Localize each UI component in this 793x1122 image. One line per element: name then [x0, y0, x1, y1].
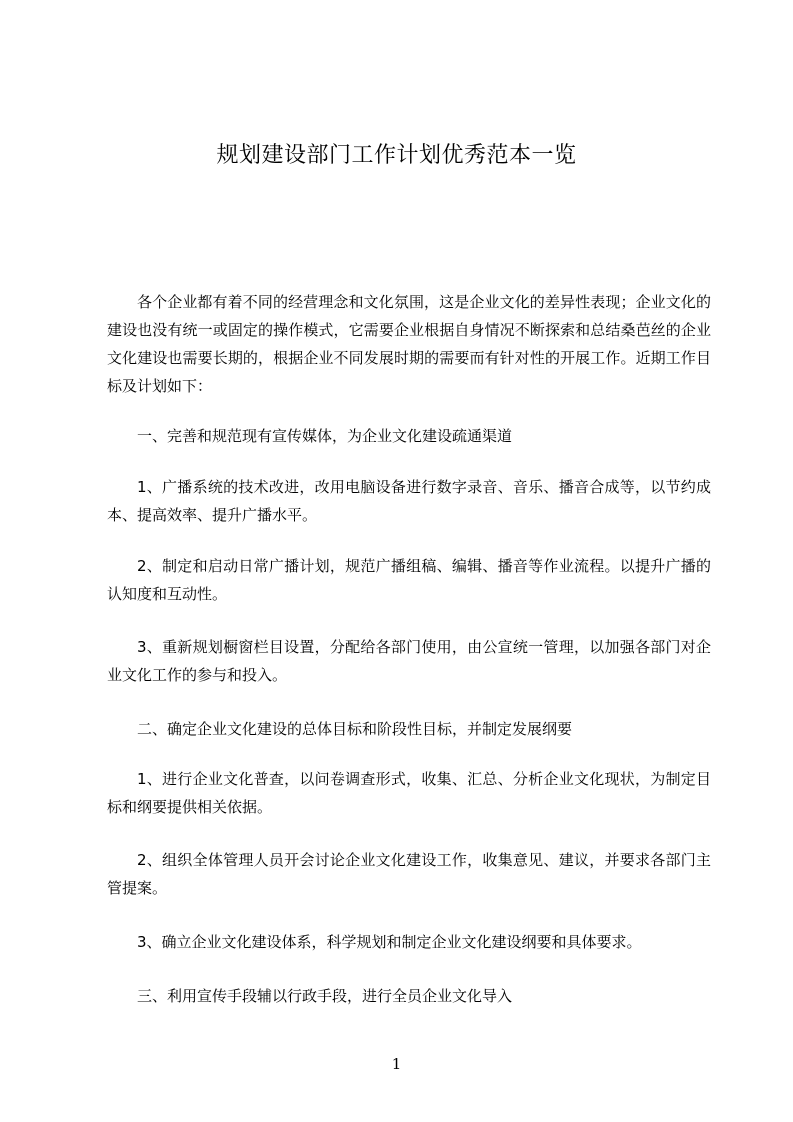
section-1-item-1: 1、广播系统的技术改进，改用电脑设备进行数字录音、音乐、播音合成等，以节约成本、提高效率、提升广播水平。 — [107, 478, 711, 524]
section-2-item-1: 1、进行企业文化普查，以问卷调查形式，收集、汇总、分析企业文化现状，为制定目标和纲要提供相关依据。 — [107, 770, 711, 816]
section-heading-2: 二、确定企业文化建设的总体目标和阶段性目标，并制定发展纲要 — [137, 720, 573, 738]
page-title: 规划建设部门工作计划优秀范本一览 — [216, 143, 577, 168]
section-heading-1: 一、完善和规范现有宣传媒体，为企业文化建设疏通渠道 — [137, 427, 513, 445]
section-2-item-3: 3、确立企业文化建设体系，科学规划和制定企业文化建设纲要和具体要求。 — [137, 933, 642, 951]
intro-paragraph: 各个企业都有着不同的经营理念和文化氛围，这是企业文化的差异性表现；企业文化的建设也没有统一或固定的操作模式，它需要企业根据自身情况不断探索和总结桑芭丝的企业文化建设也需要长期的，根据企业不同发展时期的需要而有针对性的开展工作。近期工作目标及计划如下： — [107, 293, 711, 395]
section-1-item-2: 2、制定和启动日常广播计划，规范广播组稿、编辑、播音等作业流程。以提升广播的认知度和互动性。 — [107, 557, 711, 603]
page-number: 1 — [391, 1055, 402, 1073]
section-2-item-2: 2、组织全体管理人员开会讨论企业文化建设工作，收集意见、建议，并要求各部门主管提案。 — [107, 851, 711, 897]
section-1-item-3: 3、重新规划橱窗栏目设置，分配给各部门使用，由公宣统一管理，以加强各部门对企业文化工作的参与和投入。 — [107, 638, 711, 684]
section-heading-3: 三、利用宣传手段辅以行政手段，进行全员企业文化导入 — [137, 987, 513, 1005]
